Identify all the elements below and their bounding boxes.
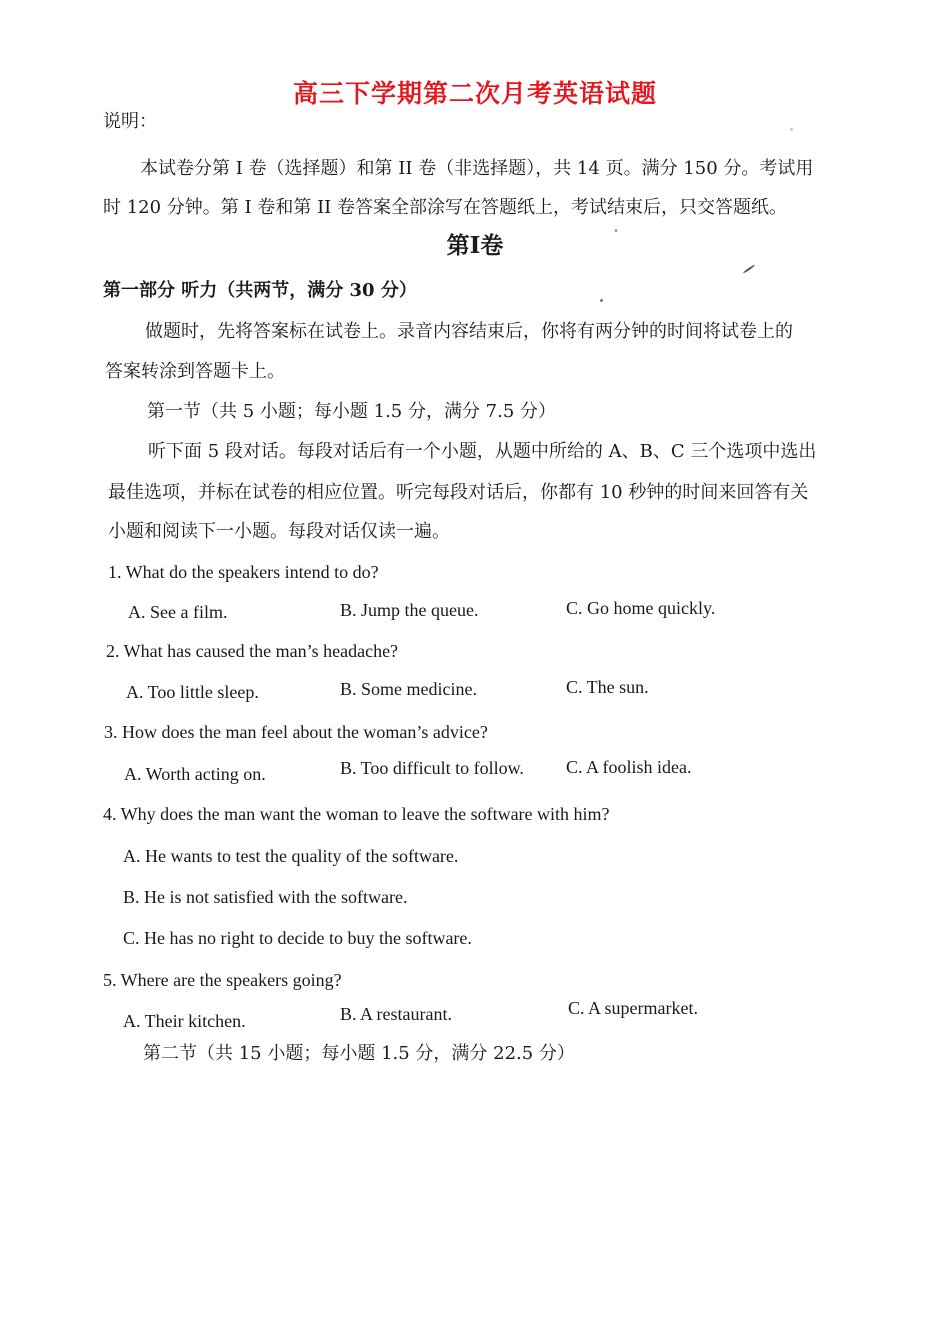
question-2-stem: 2. What has caused the man’s headache? [106, 641, 399, 661]
question-3-option-b: B. Too difficult to follow. [340, 758, 524, 778]
section1-instr-line-3: 小题和阅读下一小题。每段对话仅读一遍。 [108, 521, 450, 542]
instructions-line-2: 时 120 分钟。第 I 卷和第 II 卷答案全部涂写在答题纸上，考试结束后，只交答题纸。 [103, 197, 788, 218]
part1-heading: 第一部分 听力（共两节，满分 30 分） [103, 280, 417, 301]
section2-heading: 第二节（共 15 小题；每小题 1.5 分，满分 22.5 分） [143, 1043, 575, 1064]
question-2-option-a: A. Too little sleep. [126, 682, 259, 702]
section1-heading: 第一节（共 5 小题；每小题 1.5 分，满分 7.5 分） [147, 401, 557, 422]
question-1-option-b: B. Jump the queue. [340, 600, 479, 620]
question-4-stem: 4. Why does the man want the woman to leave the software with him? [103, 804, 610, 824]
instructions-line-1: 本试卷分第 I 卷（选择题）和第 II 卷（非选择题），共 14 页。满分 150 分。考试用 [140, 158, 814, 179]
scan-speck [790, 128, 793, 131]
question-4-option-c: C. He has no right to decide to buy the software. [123, 928, 472, 948]
question-4-option-a: A. He wants to test the quality of the software. [123, 846, 459, 866]
question-4-option-b: B. He is not satisfied with the software. [123, 887, 408, 907]
part1-note-line-2: 答案转涂到答题卡上。 [105, 361, 285, 382]
section1-instr-line-1: 听下面 5 段对话。每段对话后有一个小题，从题中所给的 A、B、C 三个选项中选出 [148, 441, 817, 462]
question-3-option-a: A. Worth acting on. [124, 764, 266, 784]
instructions-label: 说明： [103, 111, 157, 132]
section1-instr-line-2: 最佳选项，并标在试卷的相应位置。听完每段对话后，你都有 10 秒钟的时间来回答有关 [108, 482, 809, 503]
exam-title: 高三下学期第二次月考英语试题 [292, 79, 657, 108]
scan-speck [600, 299, 603, 302]
question-3-stem: 3. How does the man feel about the woman’s advice? [104, 722, 488, 742]
question-1-stem: 1. What do the speakers intend to do? [108, 562, 379, 582]
question-5-option-c: C. A supermarket. [568, 998, 698, 1018]
scan-speck [615, 229, 617, 232]
question-3-option-c: C. A foolish idea. [566, 757, 692, 777]
question-1-option-c: C. Go home quickly. [566, 598, 716, 618]
question-2-option-b: B. Some medicine. [340, 679, 477, 699]
volume-title: 第Ⅰ卷 [446, 232, 504, 259]
question-2-option-c: C. The sun. [566, 677, 649, 697]
question-5-option-a: A. Their kitchen. [123, 1011, 246, 1031]
question-5-option-b: B. A restaurant. [340, 1004, 452, 1024]
question-5-stem: 5. Where are the speakers going? [103, 970, 342, 990]
part1-note-line-1: 做题时，先将答案标在试卷上。录音内容结束后，你将有两分钟的时间将试卷上的 [145, 321, 793, 342]
scan-mark [743, 264, 756, 274]
question-1-option-a: A. See a film. [128, 602, 228, 622]
